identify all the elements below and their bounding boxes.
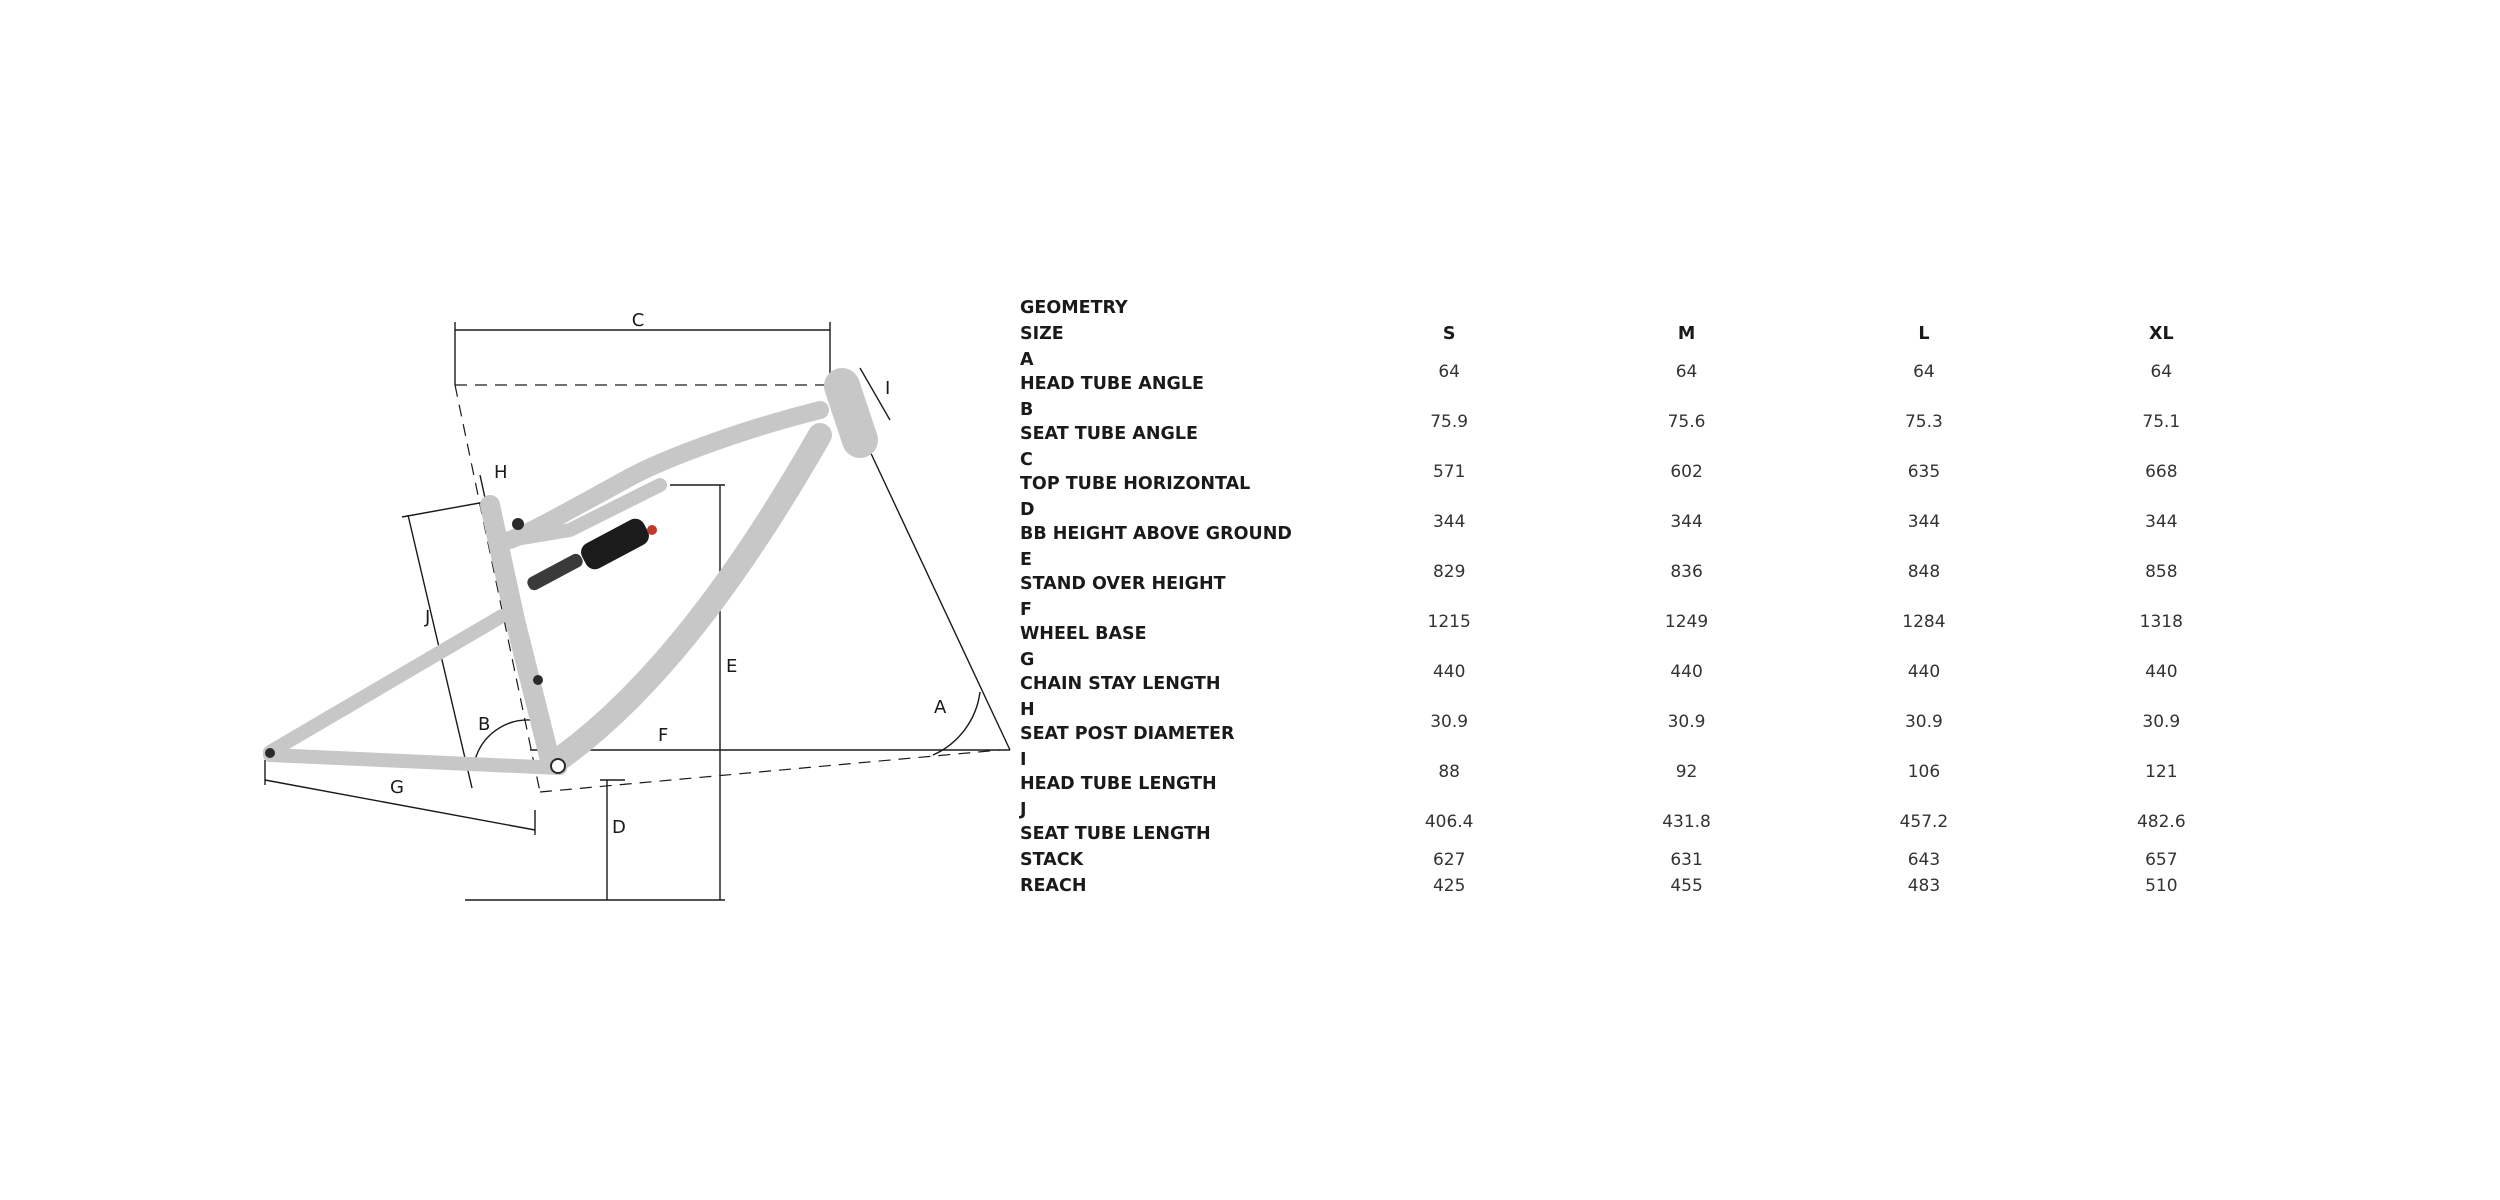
row-letter: G <box>1020 650 1035 670</box>
table-row <box>1020 447 2280 497</box>
value-cell: 440 <box>2145 662 2178 682</box>
value-cell: 510 <box>2145 876 2178 896</box>
table-row <box>1020 697 2280 747</box>
row-letter: I <box>1020 750 1027 770</box>
value-cell: 30.9 <box>1904 712 1943 732</box>
row-letter: H <box>1020 700 1035 720</box>
table-row <box>1020 847 2280 873</box>
value-cell: 440 <box>1432 662 1466 682</box>
value-cell: 627 <box>1432 850 1466 870</box>
row-letter: C <box>1020 450 1033 470</box>
table-row <box>1020 597 2280 647</box>
value-cell: 440 <box>1907 662 1941 682</box>
value-cell: 635 <box>1907 462 1941 482</box>
value-cell: 483 <box>1907 876 1941 896</box>
table-row <box>1020 547 2280 597</box>
value-cell: 848 <box>1907 562 1941 582</box>
diagram-label-d: D <box>612 817 626 838</box>
value-cell: 431.8 <box>1662 812 1711 832</box>
row-name: REACH <box>1020 876 1087 896</box>
table-row <box>1020 397 2280 447</box>
table-row <box>1020 797 2280 847</box>
value-cell: 75.3 <box>1904 412 1943 432</box>
value-cell: 88 <box>1438 762 1460 782</box>
row-name: SEAT POST DIAMETER <box>1020 724 1235 744</box>
table-row <box>1020 647 2280 697</box>
value-cell: 457.2 <box>1899 812 1949 832</box>
row-letter: A <box>1020 350 1034 370</box>
geometry-diagram <box>240 290 1020 930</box>
value-cell: 657 <box>2145 850 2178 870</box>
value-cell: 1318 <box>2139 612 2183 632</box>
diagram-label-a: A <box>934 697 947 718</box>
row-name: HEAD TUBE ANGLE <box>1020 374 1204 394</box>
row-name: STAND OVER HEIGHT <box>1020 574 1226 594</box>
value-cell: 64 <box>1438 362 1460 382</box>
size-s: S <box>1442 324 1456 344</box>
value-cell: 602 <box>1670 462 1703 482</box>
value-cell: 1249 <box>1664 612 1709 632</box>
value-cell: 64 <box>2150 362 2173 382</box>
value-cell: 344 <box>1670 512 1703 532</box>
row-name: TOP TUBE HORIZONTAL <box>1020 474 1251 494</box>
bike-frame <box>270 386 860 768</box>
title-row <box>1020 295 2280 321</box>
table-row <box>1020 873 2280 899</box>
diagram-label-f: F <box>658 725 669 746</box>
value-cell: 631 <box>1670 850 1703 870</box>
dimension-lines <box>265 322 1010 900</box>
value-cell: 344 <box>1432 512 1466 532</box>
row-letter: J <box>1020 800 1027 820</box>
row-name: SEAT TUBE LENGTH <box>1020 824 1211 844</box>
value-cell: 829 <box>1432 562 1466 582</box>
table-row <box>1020 747 2280 797</box>
value-cell: 482.6 <box>2136 812 2186 832</box>
row-name: BB HEIGHT ABOVE GROUND <box>1020 524 1292 544</box>
value-cell: 30.9 <box>2142 712 2181 732</box>
diagram-label-e: E <box>726 656 738 677</box>
value-cell: 1215 <box>1427 612 1471 632</box>
size-header-row <box>1020 321 2280 347</box>
value-cell: 64 <box>1913 362 1935 382</box>
value-cell: 858 <box>2145 562 2178 582</box>
value-cell: 92 <box>1675 762 1698 782</box>
diagram-label-g: G <box>390 777 404 798</box>
row-letter: D <box>1020 500 1035 520</box>
value-cell: 64 <box>1675 362 1698 382</box>
diagram-label-h: H <box>494 462 508 483</box>
size-m: M <box>1677 324 1696 344</box>
table-row <box>1020 347 2280 397</box>
geometry-table <box>1020 295 2280 899</box>
diagram-label-j: J <box>425 607 431 628</box>
value-cell: 75.1 <box>2142 412 2181 432</box>
size-xl: XL <box>2148 324 2174 344</box>
value-cell: 406.4 <box>1424 812 1474 832</box>
row-letter: F <box>1020 600 1032 620</box>
row-letter: E <box>1020 550 1032 570</box>
value-cell: 30.9 <box>1430 712 1469 732</box>
value-cell: 668 <box>2145 462 2178 482</box>
row-letter: B <box>1020 400 1034 420</box>
table-title: GEOMETRY <box>1020 298 1128 318</box>
value-cell: 455 <box>1670 876 1703 896</box>
row-name: CHAIN STAY LENGTH <box>1020 674 1221 694</box>
diagram-label-c: C <box>631 310 645 331</box>
value-cell: 425 <box>1432 876 1466 896</box>
value-cell: 344 <box>1907 512 1941 532</box>
size-label: SIZE <box>1020 324 1064 344</box>
value-cell: 440 <box>1670 662 1703 682</box>
value-cell: 121 <box>2145 762 2178 782</box>
size-l: L <box>1918 324 1930 344</box>
row-name: SEAT TUBE ANGLE <box>1020 424 1198 444</box>
diagram-label-b: B <box>478 714 491 735</box>
value-cell: 571 <box>1432 462 1466 482</box>
value-cell: 1284 <box>1902 612 1946 632</box>
value-cell: 643 <box>1907 850 1941 870</box>
row-name: WHEEL BASE <box>1020 624 1147 644</box>
table-row <box>1020 497 2280 547</box>
value-cell: 75.9 <box>1430 412 1469 432</box>
row-name: HEAD TUBE LENGTH <box>1020 774 1217 794</box>
diagram-label-i: I <box>885 378 891 399</box>
value-cell: 836 <box>1670 562 1703 582</box>
value-cell: 75.6 <box>1667 412 1706 432</box>
value-cell: 30.9 <box>1667 712 1706 732</box>
value-cell: 344 <box>2145 512 2178 532</box>
row-name: STACK <box>1020 850 1084 870</box>
value-cell: 106 <box>1907 762 1941 782</box>
